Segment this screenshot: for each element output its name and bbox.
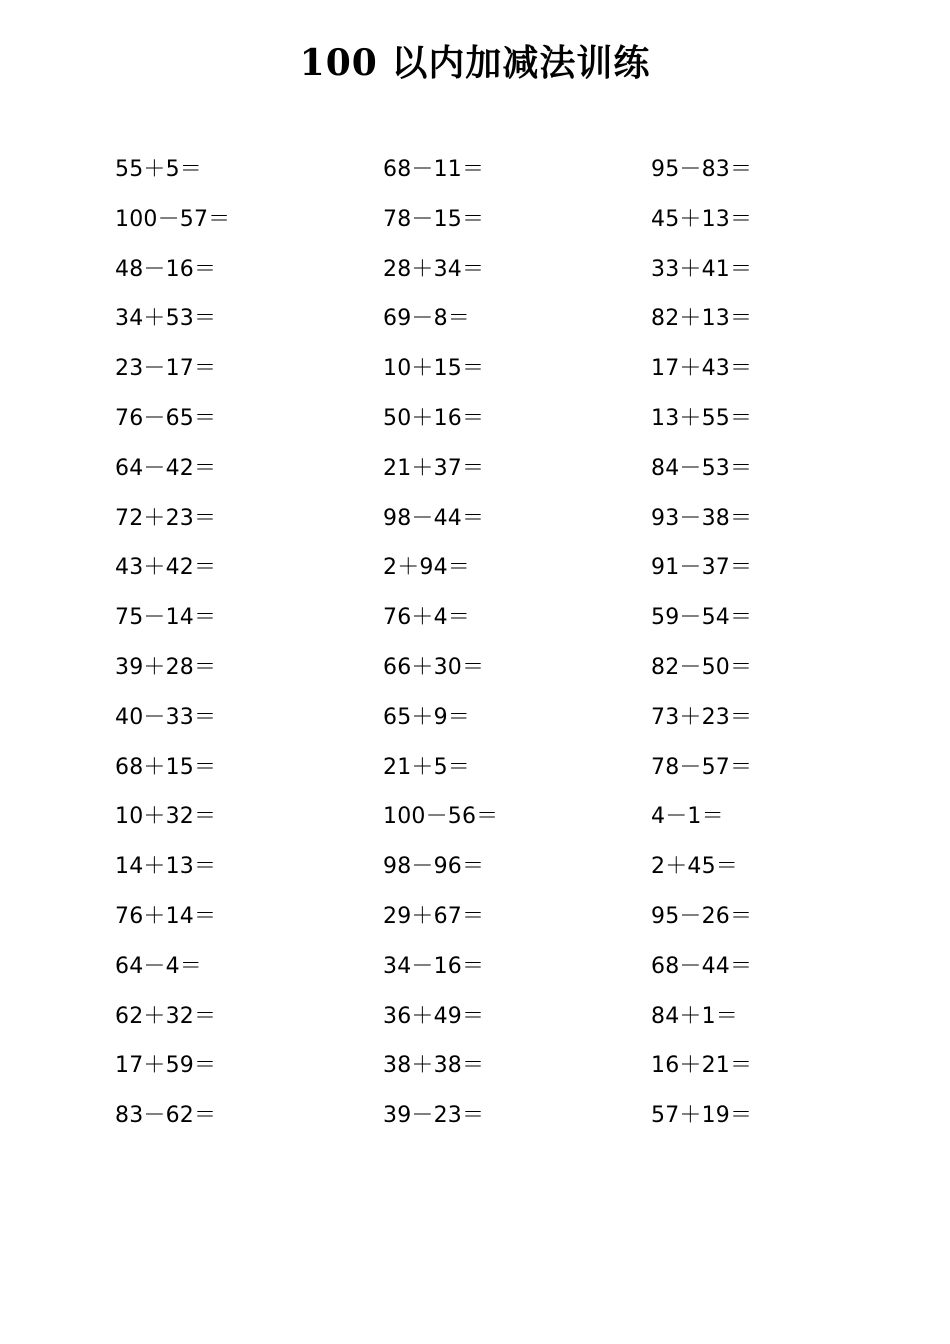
- math-problem: 10＋32＝: [115, 804, 217, 830]
- math-problem: 13＋55＝: [651, 405, 753, 431]
- math-problem: 29＋67＝: [383, 903, 485, 929]
- math-problem: 10＋15＝: [383, 356, 485, 382]
- math-problem: 65＋9＝: [383, 704, 470, 730]
- math-problem: 98－96＝: [383, 854, 485, 880]
- math-problem: 76＋14＝: [115, 903, 217, 929]
- math-problem: 2＋45＝: [651, 854, 738, 880]
- math-problem: 4－1＝: [651, 804, 724, 830]
- math-problem: 62＋32＝: [115, 1003, 217, 1029]
- math-problem: 69－8＝: [383, 306, 470, 332]
- math-problem: 76＋4＝: [383, 605, 470, 631]
- math-problem: 82＋13＝: [651, 306, 753, 332]
- math-problem: 59－54＝: [651, 605, 753, 631]
- math-problem: 38＋38＝: [383, 1053, 485, 1079]
- math-problem: 40－33＝: [115, 704, 217, 730]
- page-title: 100 以内加减法训练: [299, 42, 651, 84]
- math-problem: 34－16＝: [383, 953, 485, 979]
- math-problem: 73＋23＝: [651, 704, 753, 730]
- math-problem: 34＋53＝: [115, 306, 217, 332]
- math-problem: 50＋16＝: [383, 405, 485, 431]
- math-problem: 21＋5＝: [383, 754, 470, 780]
- math-problem: 98－44＝: [383, 505, 485, 531]
- math-problem: 23－17＝: [115, 356, 217, 382]
- math-problem: 83－62＝: [115, 1103, 217, 1129]
- math-problem: 17＋59＝: [115, 1053, 217, 1079]
- math-problem: 66＋30＝: [383, 654, 485, 680]
- math-problem: 91－37＝: [651, 555, 753, 581]
- math-problem: 84－53＝: [651, 455, 753, 481]
- math-problem: 78－57＝: [651, 754, 753, 780]
- math-problem: 36＋49＝: [383, 1003, 485, 1029]
- math-problem: 16＋21＝: [651, 1053, 753, 1079]
- math-problem: 100－57＝: [115, 206, 231, 232]
- math-problem: 100－56＝: [383, 804, 499, 830]
- math-problem: 48－16＝: [115, 256, 217, 282]
- math-problem: 68－11＝: [383, 157, 485, 182]
- math-problem: 21＋37＝: [383, 455, 485, 481]
- math-problem: 78－15＝: [383, 206, 485, 232]
- math-problem: 39－23＝: [383, 1103, 485, 1129]
- math-problem: 57＋19＝: [651, 1103, 753, 1129]
- problems-grid: [115, 145, 919, 1141]
- math-problem: 68－44＝: [651, 953, 753, 979]
- math-problem: 17＋43＝: [651, 356, 753, 382]
- math-problem: 76－65＝: [115, 405, 217, 431]
- math-problem: 68＋15＝: [115, 754, 217, 780]
- math-problem: 43＋42＝: [115, 555, 217, 581]
- math-problem: 75－14＝: [115, 605, 217, 631]
- math-problem: 84＋1＝: [651, 1003, 738, 1029]
- math-problem: 55＋5＝: [115, 157, 202, 182]
- math-problem: 45＋13＝: [651, 206, 753, 232]
- math-problem: 64－4＝: [115, 953, 202, 979]
- math-problem: 93－38＝: [651, 505, 753, 531]
- math-problem: 82－50＝: [651, 654, 753, 680]
- math-problem: 72＋23＝: [115, 505, 217, 531]
- math-problem: 95－83＝: [651, 157, 753, 182]
- math-problem: 64－42＝: [115, 455, 217, 481]
- math-problem: 14＋13＝: [115, 854, 217, 880]
- math-problem: 33＋41＝: [651, 256, 753, 282]
- math-problem: 95－26＝: [651, 903, 753, 929]
- math-problem: 2＋94＝: [383, 555, 470, 581]
- math-problem: 28＋34＝: [383, 256, 485, 282]
- math-problem: 39＋28＝: [115, 654, 217, 680]
